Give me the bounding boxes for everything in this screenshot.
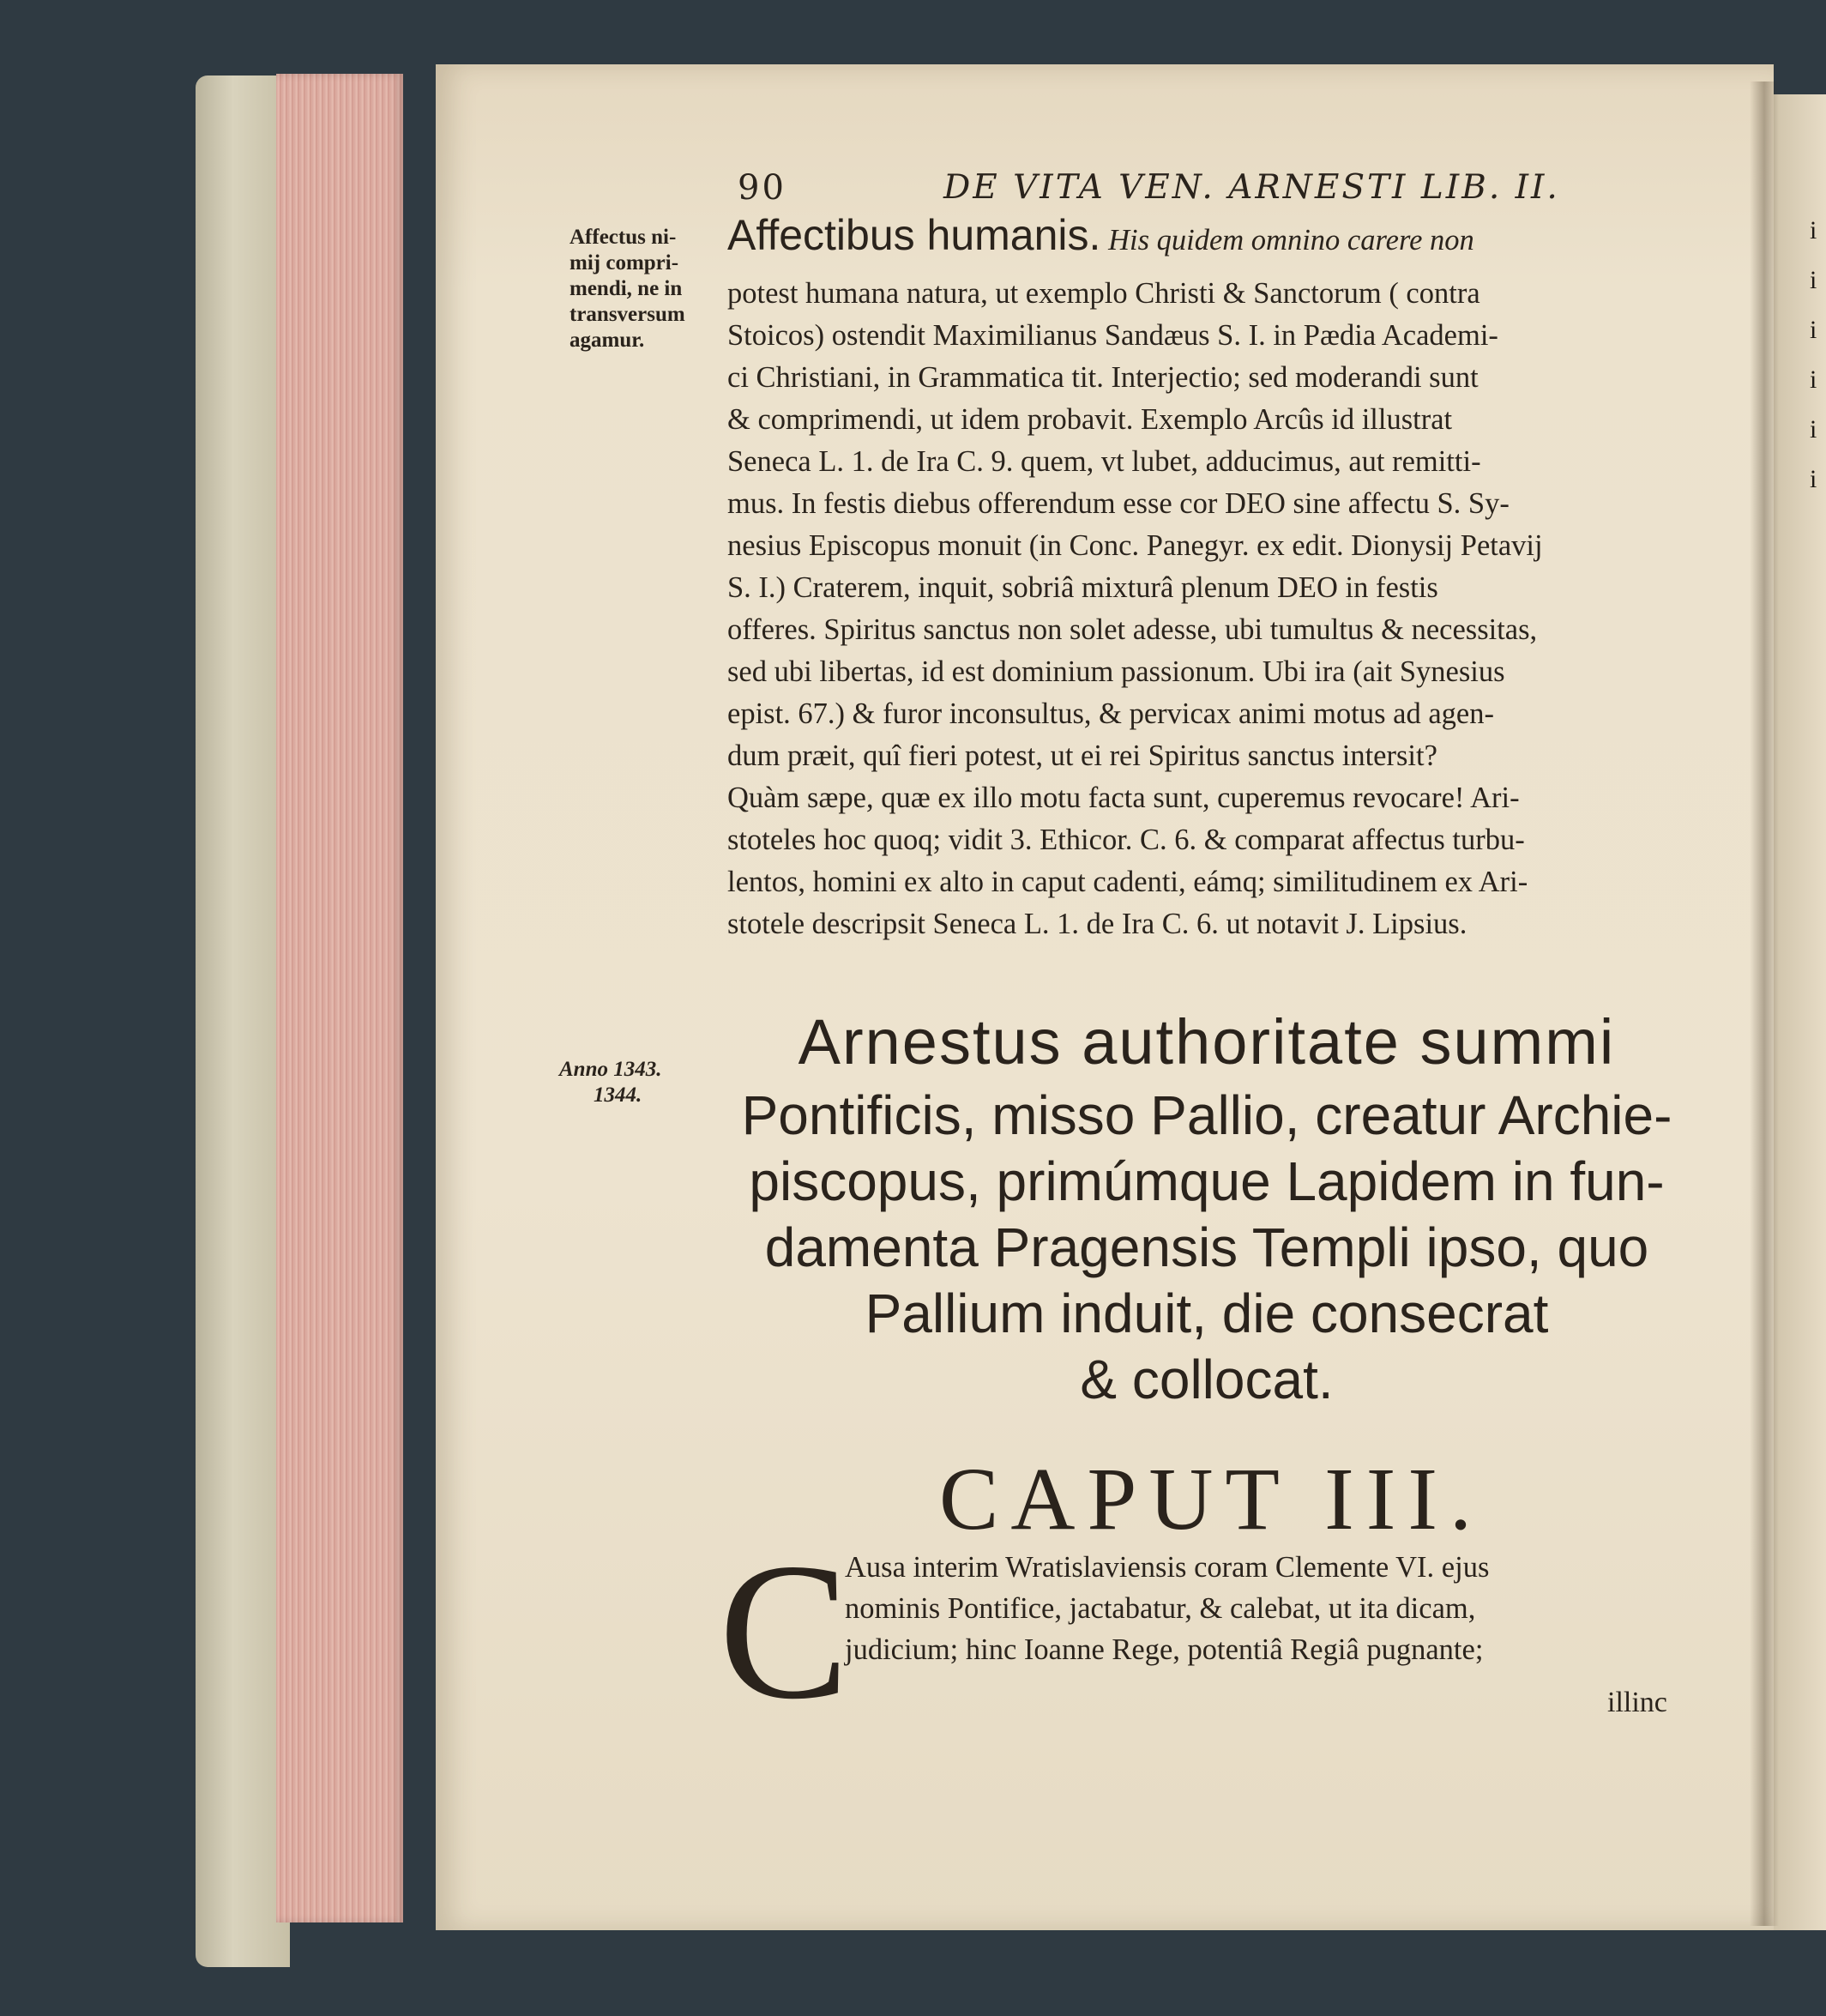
body-line: stotele descripsit Seneca L. 1. de Ira C. 6. ut notavit J. Lipsius. — [727, 908, 1467, 940]
running-title: DE VITA VEN. ARNESTI LIB. II. — [943, 168, 1560, 207]
chapter-title-line: Pontificis, misso Pallio, creatur Archie- — [741, 1084, 1672, 1146]
body-line: Quàm sæpe, quæ ex illo motu facta sunt, cuperemus revocare! Ari- — [727, 782, 1520, 814]
body-line — [727, 211, 1696, 262]
catchword: illinc — [1607, 1687, 1667, 1718]
margin-note-line: 1344. — [594, 1083, 642, 1107]
margin-note-line: mendi, ne in — [569, 277, 683, 300]
chapter-text-line: judicium; hinc Ioanne Rege, potentiâ Regiâ pugnante; — [845, 1633, 1484, 1666]
body-line: dum præit, quî fieri potest, ut ei rei Spiritus sanctus intersit? — [727, 739, 1437, 772]
facing-page-fragment: i — [1810, 216, 1817, 244]
body-line: potest humana natura, ut exemplo Christi & Sanctorum ( contra — [727, 277, 1480, 310]
body-line: sed ubi libertas, id est dominium passionum. Ubi ira (ait Synesius — [727, 655, 1505, 688]
facing-page-fragment: i — [1810, 415, 1817, 444]
page-block-edge — [276, 74, 403, 1922]
body-line-text: His quidem omnino carere non — [1100, 224, 1474, 257]
body-line: stoteles hoc quoq; vidit 3. Ethicor. C. 6. & comparat affectus turbu- — [727, 824, 1525, 856]
margin-note-line: mij compri- — [569, 251, 679, 275]
body-line: ci Christiani, in Grammatica tit. Interjectio; sed moderandi sunt — [727, 361, 1479, 394]
margin-note-line: Affectus ni- — [569, 226, 677, 249]
body-line: offeres. Spiritus sanctus non solet adesse, ubi tumultus & necessitas, — [727, 613, 1538, 646]
body-line: nesius Episcopus monuit (in Conc. Panegyr. ex edit. Dionysij Petavij — [727, 529, 1543, 562]
page-number: 90 — [738, 168, 786, 208]
margin-note-line: Anno 1343. — [559, 1058, 662, 1081]
chapter-heading: CAPUT III. — [939, 1450, 1484, 1548]
chapter-title-line: Pallium induit, die consecrat — [865, 1283, 1549, 1344]
margin-note-line: transversum — [569, 303, 685, 326]
book-gutter — [1750, 81, 1779, 1926]
facing-page-fragment: i — [1810, 465, 1817, 493]
chapter-title-line: damenta Pragensis Templi ipso, quo — [764, 1216, 1649, 1278]
body-line: lentos, homini ex alto in caput cadenti, eámq; similitudinem ex Ari- — [727, 866, 1528, 898]
chapter-title-line: & collocat. — [1080, 1349, 1334, 1410]
body-line: & comprimendi, ut idem probavit. Exemplo Arcûs id illustrat — [727, 403, 1453, 436]
chapter-title — [714, 1002, 1700, 1413]
chapter-title-line: Arnestus authoritate summi — [798, 1006, 1616, 1077]
chapter-title-line: piscopus, primúmque Lapidem in fun- — [749, 1150, 1665, 1212]
chapter-text-line: nominis Pontifice, jactabatur, & calebat, ut ita dicam, — [845, 1592, 1476, 1625]
margin-note-line: agamur. — [569, 329, 645, 352]
margin-note-affectus — [569, 225, 724, 353]
section-lead-heading: Affectibus humanis. — [727, 211, 1101, 259]
margin-note-anno — [559, 1057, 714, 1108]
body-line: Stoicos) ostendit Maximilianus Sandæus S. I. in Pædia Academi- — [727, 319, 1498, 352]
body-line: Seneca L. 1. de Ira C. 9. quem, vt lubet, adducimus, aut remitti- — [727, 445, 1481, 478]
chapter-text-line: Ausa interim Wratislaviensis coram Clemente VI. ejus — [845, 1551, 1490, 1584]
facing-page-fragment: i — [1810, 365, 1817, 394]
facing-page-fragment: i — [1810, 316, 1817, 344]
body-line: S. I.) Craterem, inquit, sobriâ mixturâ plenum DEO in festis — [727, 571, 1438, 604]
body-line: mus. In festis diebus offerendum esse cor DEO sine affectu S. Sy- — [727, 487, 1510, 520]
facing-page-text-fragments — [1810, 206, 1826, 504]
body-line: epist. 67.) & furor inconsultus, & pervicax animi motus ad agen- — [727, 697, 1494, 730]
facing-page-fragment: i — [1810, 266, 1817, 294]
drop-cap: C — [719, 1524, 850, 1740]
